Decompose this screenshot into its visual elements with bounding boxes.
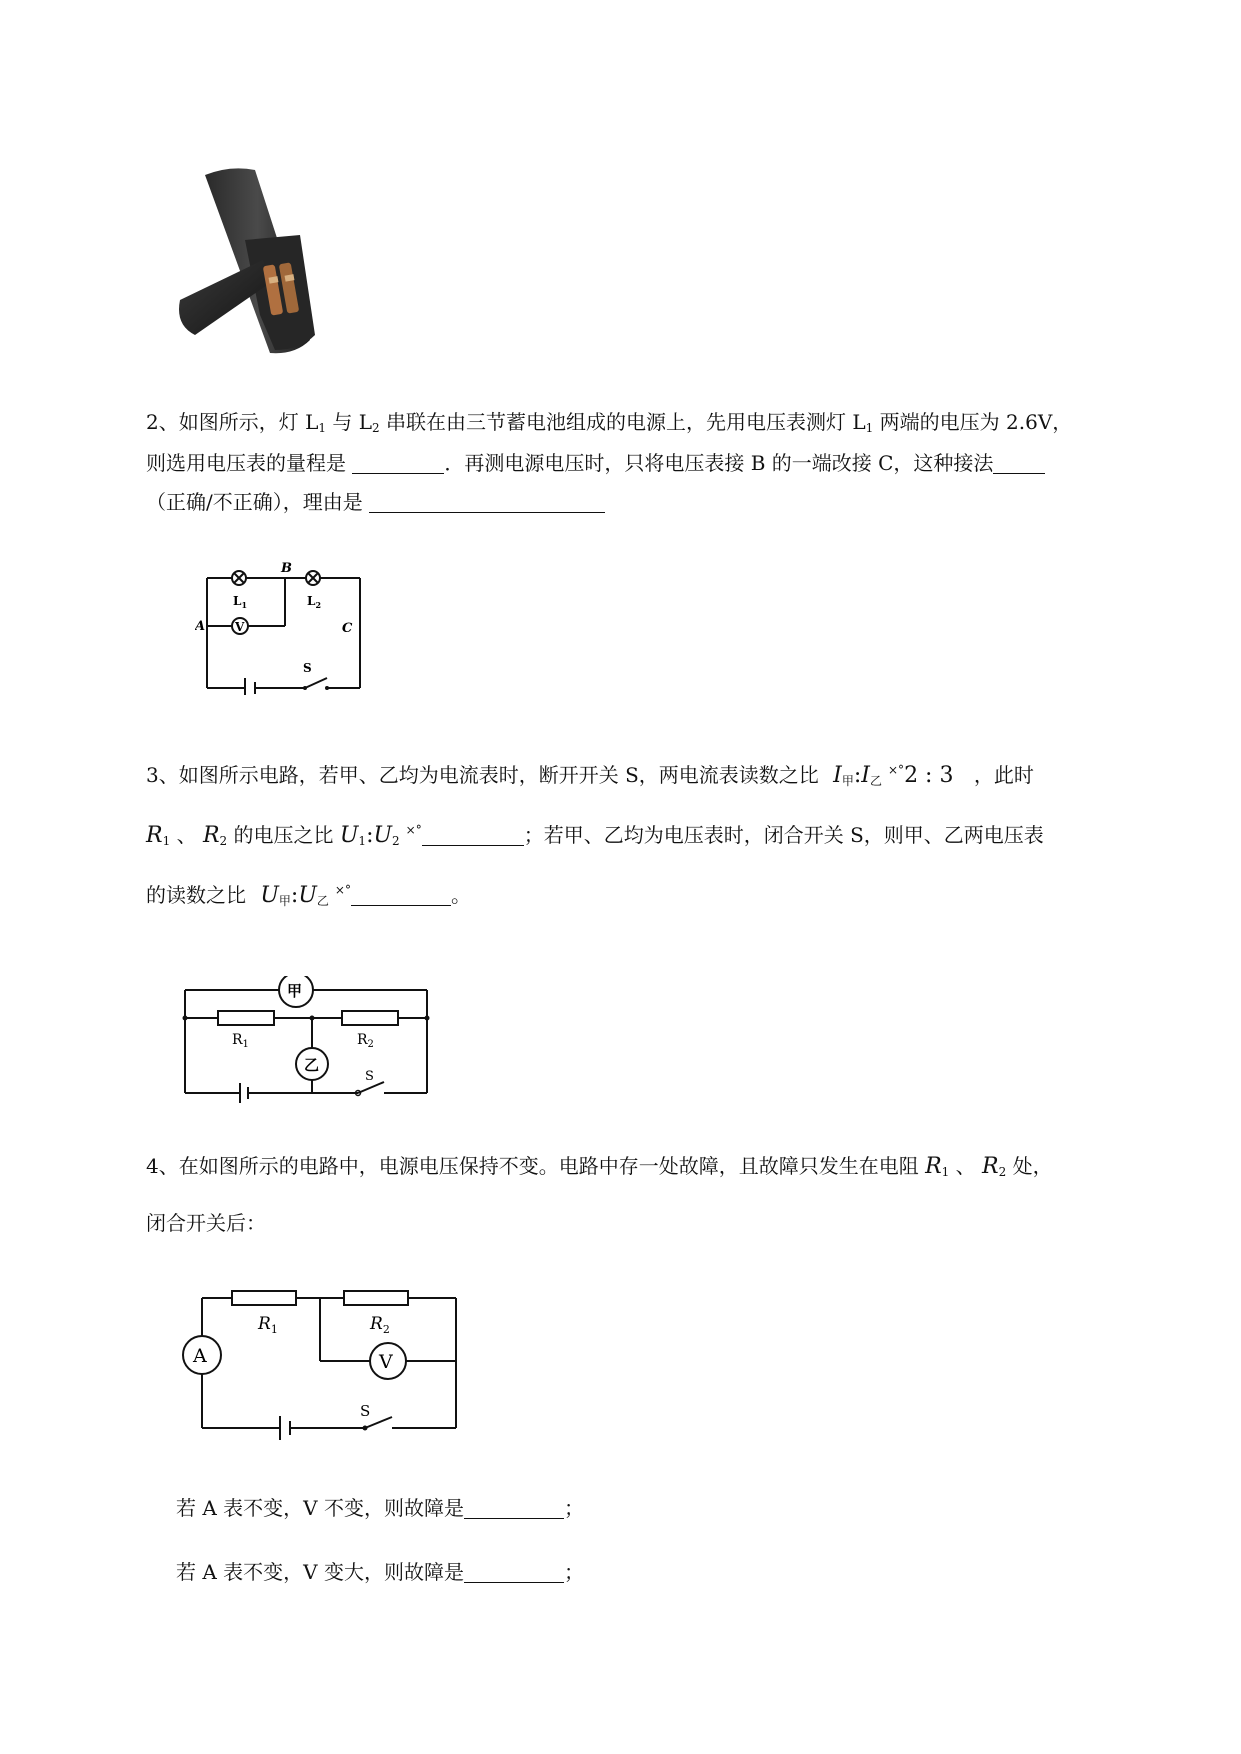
- q4-circuit-diagram: [180, 1286, 460, 1450]
- resistor-r2-label: $R_2$: [357, 1032, 374, 1050]
- answer-blank-u1-u2[interactable]: [422, 825, 524, 846]
- node-b-label: B: [281, 561, 292, 576]
- answer-blank-fault-1[interactable]: [464, 1498, 564, 1519]
- lamp-l2-label: $L_2$: [307, 594, 322, 610]
- current-ratio-formula: $I_甲:I_乙$: [833, 763, 882, 788]
- q4-line2: 闭合开关后：: [146, 1211, 266, 1235]
- switch-s-label: S: [365, 1069, 374, 1084]
- q4-answer-line1: 若 A 表不变，V 不变，则故障是 ；: [176, 1496, 584, 1520]
- ammeter-symbol: A: [193, 1345, 207, 1367]
- q3-line3: 的读数之比 $U_甲:U_乙^{\times^\circ}$ 。: [146, 883, 471, 908]
- meter-yi-label: 乙: [304, 1056, 320, 1074]
- q3-circuit-diagram: [180, 976, 440, 1110]
- resistor-r2-label: $R_2$: [370, 1314, 390, 1336]
- q3-line1: 3、如图所示电路，若甲、乙均为电流表时，断开开关 S，两电流表读数之比 $I_甲:I_乙^{\times^\circ}2$ : 3 ，此时: [146, 763, 1034, 788]
- resistor-r1-symbol: $R_1$: [146, 823, 171, 848]
- resistor-r1-label: $R_1$: [232, 1032, 249, 1050]
- formula-artifact-mark: ×°: [888, 763, 905, 777]
- lamp-l1-label: $L_1$: [233, 594, 248, 610]
- switch-s-label: S: [360, 1402, 371, 1420]
- q2-line3: （正确/不正确），理由是: [146, 488, 605, 516]
- answer-blank-fault-2[interactable]: [464, 1562, 564, 1583]
- switch-s-label: S: [303, 661, 312, 675]
- answer-blank-reason[interactable]: [369, 492, 605, 513]
- answer-blank-correctness[interactable]: [993, 453, 1045, 474]
- node-a-label: A: [195, 619, 206, 634]
- resistor-r2-symbol: $R_2$: [982, 1154, 1007, 1179]
- resistor-r1-symbol: $R_1$: [925, 1154, 950, 1179]
- resistor-r2-symbol: $R_2$: [202, 823, 228, 848]
- q3-line2: $R_1$ 、 $R_2$ 的电压之比 $U_1:U_2^{\times^\circ}$ ；若甲、乙均为电压表时，闭合开关 S，则甲、乙两电压表: [146, 823, 1044, 848]
- voltage-ratio-formula: $U_1:U_2$: [339, 823, 400, 848]
- q4-line1: 4、在如图所示的电路中，电源电压保持不变。电路中存一处故障，且故障只发生在电阻 $R_1$ 、 $R_2$ 处，: [146, 1154, 1053, 1179]
- answer-blank-range[interactable]: [352, 453, 444, 474]
- remote-control-photo: [175, 165, 350, 365]
- q2-line1: 2、如图所示，灯 $L_1$ 与 $L_2$ 串联在由三节蓄电池组成的电源上，先用电压表测灯 $L_1$ 两端的电压为 2.6V，: [146, 410, 1073, 435]
- q2-circuit-diagram: [195, 560, 375, 699]
- voltmeter-symbol: V: [379, 1351, 393, 1373]
- q4-answer-line2: 若 A 表不变，V 变大，则故障是 ；: [176, 1560, 584, 1584]
- resistor-r1-label: $R_1$: [258, 1314, 278, 1336]
- q2-line2: 则选用电压表的量程是 ．再测电源电压时，只将电压表接 B 的一端改接 C，这种接法: [146, 449, 1045, 477]
- node-c-label: C: [342, 621, 353, 636]
- answer-blank-jia-yi[interactable]: [351, 885, 451, 906]
- meter-jia-label: 甲: [287, 982, 303, 1000]
- meter-voltage-ratio-formula: $U_甲:U_乙$: [260, 883, 329, 908]
- voltmeter-symbol: V: [235, 620, 245, 634]
